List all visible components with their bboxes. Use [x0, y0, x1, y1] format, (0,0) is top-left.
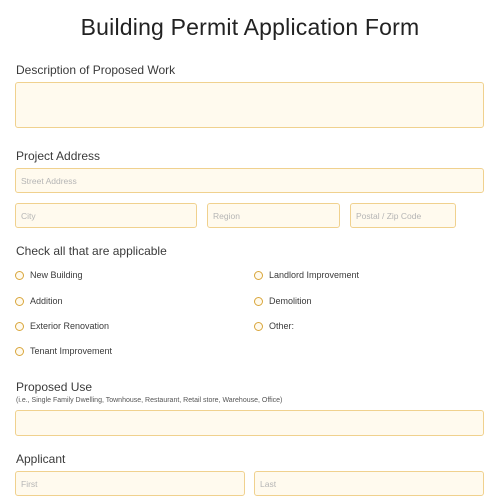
checkbox-exterior-renovation[interactable]: [15, 321, 109, 331]
checkbox-circle-icon[interactable]: [15, 271, 24, 280]
checkbox-label: Tenant Improvement: [30, 346, 113, 356]
zip-input[interactable]: [351, 204, 455, 227]
checkbox-circle-icon[interactable]: [15, 322, 24, 331]
project-address-label: Project Address: [16, 149, 101, 163]
proposed-use-label: Proposed Use: [16, 380, 93, 394]
checkbox-circle-icon[interactable]: [15, 347, 24, 356]
checkbox-tenant-improvement[interactable]: [15, 346, 112, 356]
street-address-input[interactable]: [16, 169, 483, 192]
proposed-use-input[interactable]: [16, 411, 483, 435]
description-label: Description of Proposed Work: [16, 63, 176, 77]
applicable-label: Check all that are applicable: [16, 244, 167, 258]
city-input[interactable]: [16, 204, 196, 227]
description-textarea[interactable]: [16, 83, 483, 127]
zip-field[interactable]: [350, 203, 456, 228]
checkbox-landlord-improvement[interactable]: [254, 270, 359, 280]
last-name-input[interactable]: [255, 472, 483, 495]
checkbox-circle-icon[interactable]: [254, 297, 263, 306]
applicant-label: Applicant: [16, 452, 66, 466]
checkbox-demolition[interactable]: [254, 296, 312, 306]
street-address-field[interactable]: [15, 168, 484, 193]
form-title: Building Permit Application Form: [80, 14, 420, 40]
checkbox-label: Landlord Improvement: [269, 270, 360, 280]
region-input[interactable]: [208, 204, 339, 227]
checkbox-label: Addition: [30, 296, 63, 306]
checkbox-circle-icon[interactable]: [254, 271, 263, 280]
first-name-input[interactable]: [16, 472, 244, 495]
first-name-field[interactable]: [15, 471, 245, 496]
checkbox-label: Exterior Renovation: [30, 321, 110, 331]
checkbox-other[interactable]: [254, 321, 294, 331]
checkbox-label: Other:: [269, 321, 295, 331]
checkbox-circle-icon[interactable]: [254, 322, 263, 331]
checkbox-label: New Building: [30, 270, 83, 280]
proposed-use-field[interactable]: [15, 410, 484, 436]
checkbox-circle-icon[interactable]: [15, 297, 24, 306]
checkbox-addition[interactable]: [15, 296, 63, 306]
description-field[interactable]: [15, 82, 484, 128]
checkbox-new-building[interactable]: [15, 270, 83, 280]
city-field[interactable]: [15, 203, 197, 228]
last-name-field[interactable]: [254, 471, 484, 496]
region-field[interactable]: [207, 203, 340, 228]
checkbox-label: Demolition: [269, 296, 312, 306]
proposed-use-hint: (i.e., Single Family Dwelling, Townhouse, Restaurant, Retail store, Warehouse, Office): [16, 397, 283, 404]
